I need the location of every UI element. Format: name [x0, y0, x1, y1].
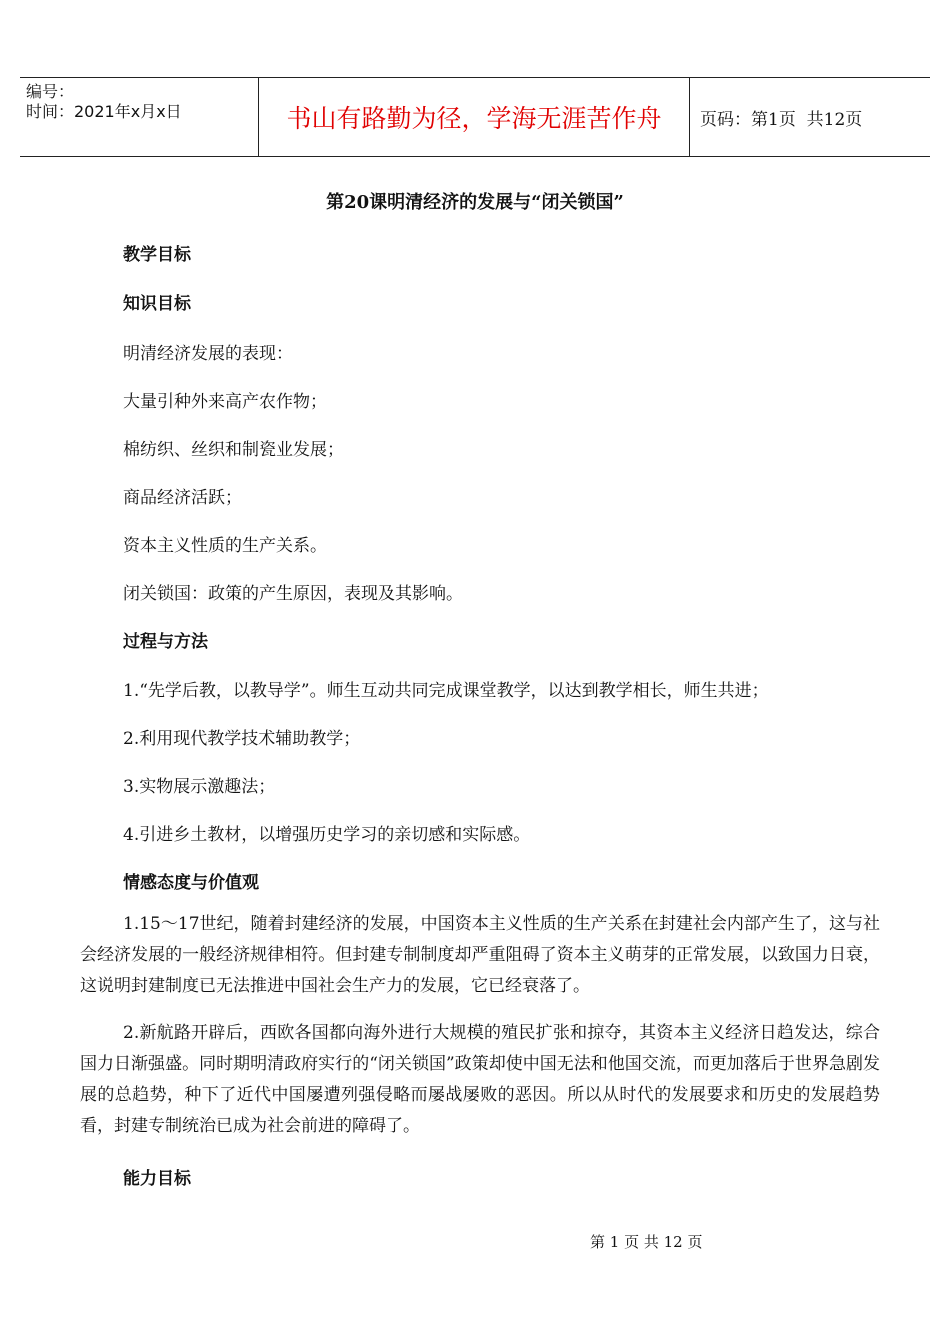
document-title: 第20课明清经济的发展与“闭关锁国”: [326, 192, 624, 213]
heading-process-methods: 过程与方法: [123, 632, 208, 652]
heading-emotion-values: 情感态度与价值观: [123, 873, 259, 893]
emotion-paragraph: 1.15～17世纪，随着封建经济的发展，中国资本主义性质的生产关系在封建社会内部产生了，这与社会经济发展的一般经济规律相符。但封建专制制度却严重阻碍了资本主义萌芽的正常发展，以致国力日衰，这说明封建制度已无法推进中国社会生产力的发展，它已经衰落了。: [80, 914, 880, 996]
heading-knowledge-goals: 知识目标: [123, 294, 191, 314]
number-label: 编号：: [26, 82, 75, 101]
emotion-paragraph: 2.新航路开辟后，西欧各国都向海外进行大规模的殖民扩张和掠夺，其资本主义经济日趋发达，综合国力日渐强盛。同时期明清政府实行的“闭关锁国”政策却使中国无法和他国交流，而更加落后于世界急剧发展的总趋势，种下了近代中国屡遭列强侵略而屡战屡败的恶因。所以从时代的发展要求和历史的发展趋势看，封建专制统治已成为社会前进的障碍了。: [80, 1023, 880, 1136]
process-line: 1.“先学后教，以教导学”。师生互动共同完成课堂教学，以达到教学相长，师生共进；: [123, 681, 769, 701]
knowledge-line: 资本主义性质的生产关系。: [123, 536, 327, 556]
knowledge-line: 明清经济发展的表现：: [123, 344, 293, 364]
header-motto: 书山有路勤为径，学海无涯苦作舟: [259, 78, 690, 156]
page-header: [20, 77, 930, 157]
knowledge-line: 闭关锁国：政策的产生原因，表现及其影响。: [123, 584, 463, 604]
heading-ability-goals: 能力目标: [123, 1169, 191, 1189]
knowledge-line: 大量引种外来高产农作物；: [123, 392, 327, 412]
knowledge-line: 棉纺织、丝织和制瓷业发展；: [123, 440, 344, 460]
time-label: 时间：2021年x月x日: [26, 102, 182, 121]
header-meta: [20, 78, 259, 156]
page-footer: 第 1 页 共 12 页: [590, 1233, 703, 1251]
knowledge-line: 商品经济活跃；: [123, 488, 242, 508]
process-line: 4.引进乡土教材，以增强历史学习的亲切感和实际感。: [123, 825, 531, 845]
header-page-info: [690, 78, 930, 156]
process-line: 2.利用现代教学技术辅助教学；: [123, 729, 361, 749]
heading-teaching-goals: 教学目标: [123, 245, 191, 265]
process-line: 3.实物展示激趣法；: [123, 777, 276, 797]
page-info-text: 页码：第1页 共12页: [700, 109, 863, 130]
